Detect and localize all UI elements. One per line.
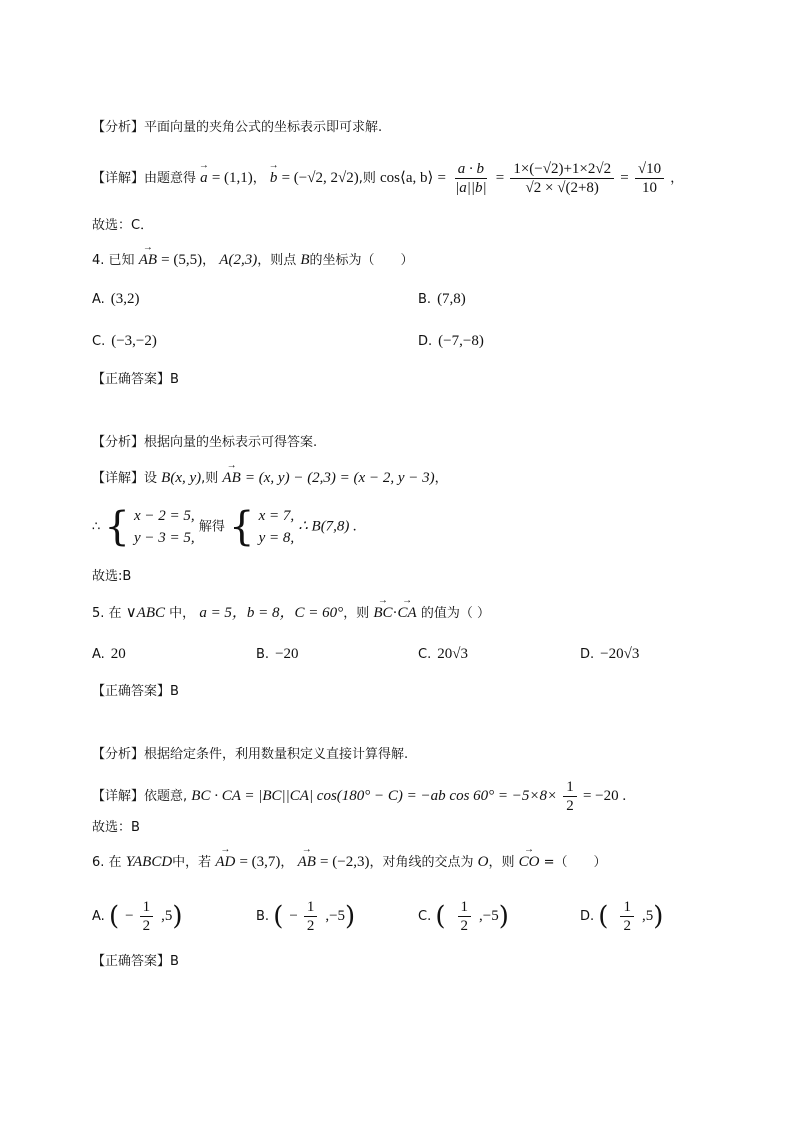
fraction: $\frac{a \cdot b}{|a||b|}$ [455, 161, 487, 196]
q4-detail: 【详解】设 B(x, y),则 → AB = (x, y) − (2,3) = (x − 2, y − 3)， [92, 468, 448, 489]
vector-BC: → BC [373, 603, 392, 623]
q5-correct: 【正确答案】B [92, 684, 179, 699]
vector-b: → b [270, 168, 278, 188]
q3-answer: 故选：C． [92, 218, 154, 233]
vector-a: → a [200, 168, 208, 188]
fraction: $\frac{1\times(-√2)+1\times 2√2}{√2 \times √(2+8)}$ [510, 160, 614, 197]
q5-option-a: A. 20 [92, 646, 126, 662]
q3-analysis [92, 118, 382, 138]
vector-CO: → CO [519, 852, 540, 872]
q4-stem: 4. 已知 → AB = (5,5)， A(2,3)，则点 B的坐标为（ ） [92, 250, 414, 271]
q5-option-b: B. −20 [256, 646, 299, 662]
q4-option-d: D. (−7,−8) [418, 333, 484, 349]
analysis-text: 平面向量的夹角公式的坐标表示即可求解. [144, 120, 383, 135]
q5-detail: 【详解】依题意, BC · CA = |BC||CA| cos(180° − C) = −ab cos 60° = −5×8× $\frac{1}{2}$ = −20 . [92, 779, 627, 814]
q5-option-c: C. 20√3 [418, 646, 468, 662]
q4-option-c: C. (−3,−2) [92, 333, 157, 349]
q4-system: ∴ { x − 2 = 5, y − 3 = 5, 解得 { x = 7, y = 8, ∴ B(7,8) . [92, 504, 357, 550]
q6-option-a: A. ( − $\frac{1}{2}$ ,5) [92, 899, 183, 934]
q4-option-a: A. (3,2) [92, 291, 140, 307]
vector-AB: → AB [139, 250, 157, 270]
q3-detail: 【详解】由题意得 → a = (1,1)， → b = (−√2, 2√2),则 cos⟨a, b⟩ = $\frac{a \cdot b}{|a||b|}$ = $\frac{1\times(-√2)+1\times 2√2}{√2 \times √(2+8)}$ = $\frac{√10}{10}$ ， [92, 160, 683, 197]
q5-analysis: 【分析】根据给定条件，利用数量积定义直接计算得解. [92, 747, 409, 762]
q5-answer: 故选：B [92, 820, 140, 835]
vector-AD: → AD [215, 852, 235, 872]
vector-AB: → AB [222, 468, 240, 488]
detail-tag: 【详解】 [92, 171, 145, 186]
q6-option-d: D. ( $\frac{1}{2}$ ,5) [580, 899, 664, 934]
fraction: $\frac{√10}{10}$ [635, 160, 664, 197]
q5-option-d: D. −20√3 [580, 646, 640, 662]
q4-correct: 【正确答案】B [92, 372, 179, 387]
vector-CA: → CA [398, 603, 417, 623]
q4-option-b: B. (7,8) [418, 291, 466, 307]
q6-stem: 6. 在 YABCD中，若 → AD = (3,7)， → AB = (−2,3)，对角线的交点为 O，则 → CO =（ ） [92, 852, 607, 873]
q5-stem: 5. 在 ∨ABC 中， a = 5，b = 8，C = 60°，则 → BC·→ CA 的值为（ ） [92, 603, 490, 624]
q6-correct: 【正确答案】B [92, 954, 179, 969]
q4-analysis: 【分析】根据向量的坐标表示可得答案. [92, 435, 318, 450]
q6-option-c: C. ( $\frac{1}{2}$ ,−5) [418, 899, 509, 934]
q4-answer: 故选:B [92, 569, 132, 584]
q6-option-b: B. ( − $\frac{1}{2}$ ,−5) [256, 899, 356, 934]
analysis-tag: 【分析】 [92, 120, 145, 135]
vector-AB: → AB [298, 852, 316, 872]
